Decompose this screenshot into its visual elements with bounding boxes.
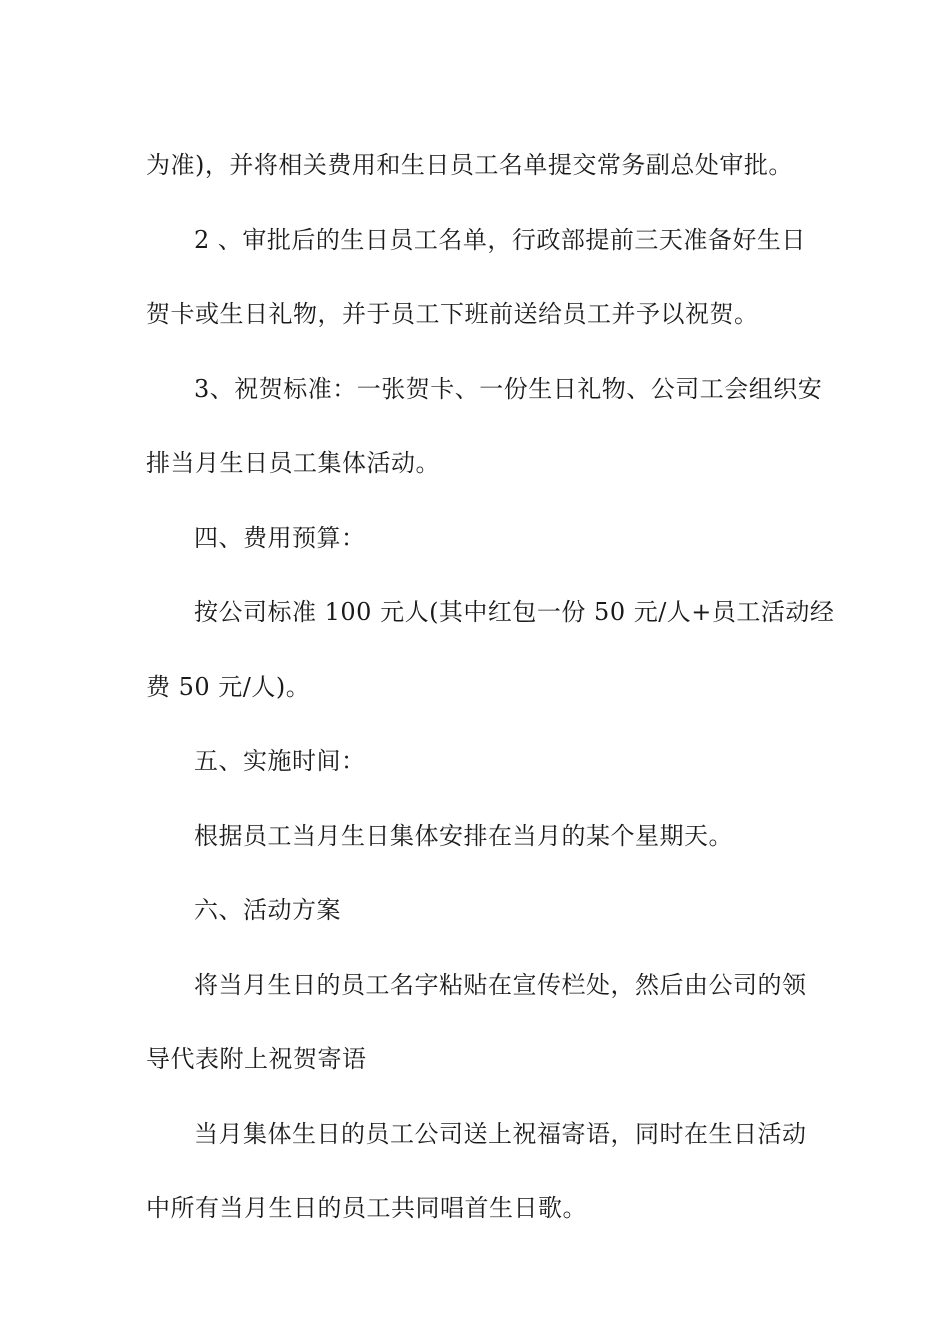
section-heading: 四、费用预算：: [194, 523, 366, 552]
text-line: 当月集体生日的员工公司送上祝福寄语，同时在生日活动: [194, 1119, 807, 1148]
document-body: [146, 128, 835, 1246]
text-line: 3、祝贺标准：一张贺卡、一份生日礼物、公司工会组织安: [194, 374, 823, 403]
text-line: 将当月生日的员工名字粘贴在宣传栏处，然后由公司的领: [194, 970, 807, 999]
section-heading: 五、实施时间：: [194, 747, 366, 775]
text-line: 为准)，并将相关费用和生日员工名单提交常务副总处审批。: [146, 151, 793, 179]
section-heading: 六、活动方案: [194, 896, 341, 924]
text-line: 中所有当月生日的员工共同唱首生日歌。: [146, 1194, 587, 1222]
text-line: 导代表附上祝贺寄语: [146, 1045, 367, 1073]
text-line: 费 50 元/人)。: [146, 672, 311, 701]
text-line: 根据员工当月生日集体安排在当月的某个星期天。: [194, 821, 733, 850]
text-line: 排当月生日员工集体活动。: [146, 449, 440, 477]
text-line: 按公司标准 100 元人(其中红包一份 50 元/人+员工活动经: [194, 598, 835, 626]
text-line: 2 、审批后的生日员工名单，行政部提前三天准备好生日: [194, 225, 806, 254]
text-line: 贺卡或生日礼物，并于员工下班前送给员工并予以祝贺。: [146, 300, 759, 328]
